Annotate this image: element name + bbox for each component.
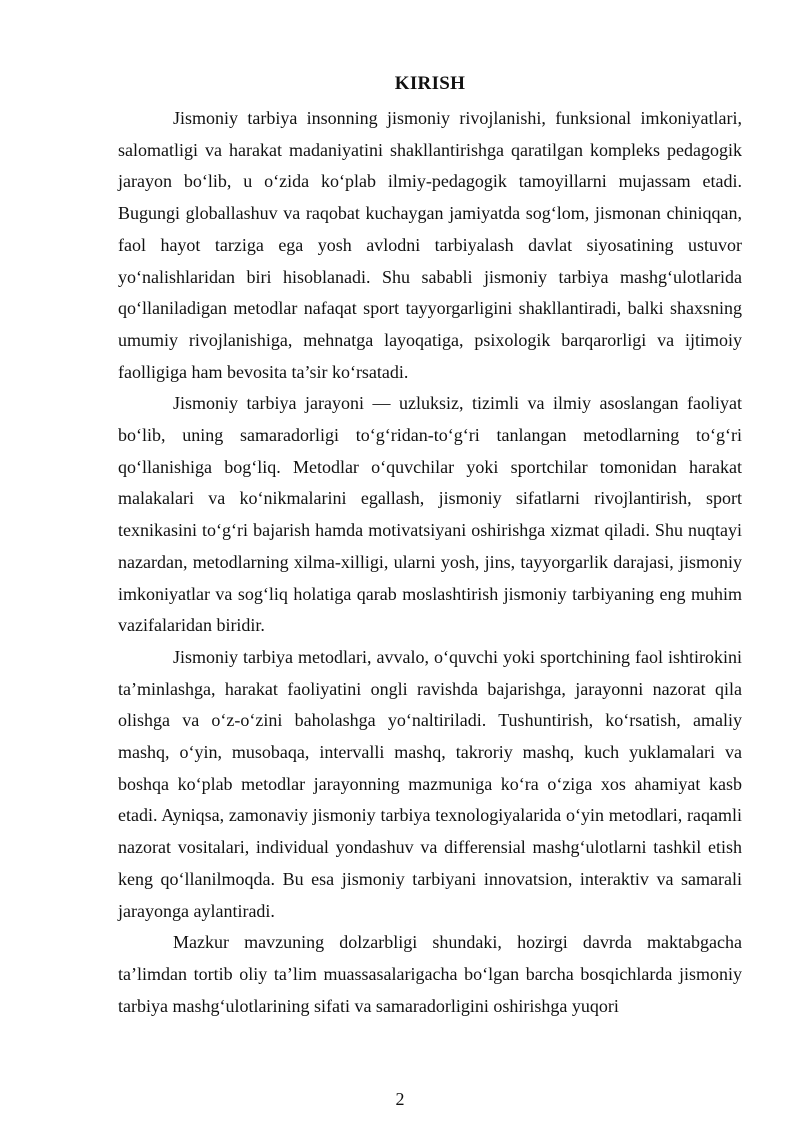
page-number: 2 [395,1089,405,1109]
paragraph-1: Jismoniy tarbiya insonning jismoniy rivojlanishi, funksional imkoniyatlari, salomatligi va harakat madaniyatini shakllantirishga qaratilgan kompleks pedagogik jarayon bo‘lib, u o‘zida ko‘plab ilmiy-pedagogik tamoyillarni mujassam etadi. Bugungi globallashuv va raqobat kuchaygan jamiyatda sog‘lom, jismonan chiniqqan, faol hayot tarziga ega yosh avlodni tarbiyalash davlat siyosatining ustuvor yo‘nalishlaridan biri hisoblanadi. Shu sababli jismoniy tarbiya mashg‘ulotlarida qo‘llaniladigan metodlar nafaqat sport tayyorgarligini shakllantiradi, balki shaxsning umumiy rivojlanishiga, mehnatga layoqatiga, psixologik barqarorligi va ijtimoiy faolligiga ham bevosita ta’sir ko‘rsatadi. [118,108,742,382]
page-content [118,72,742,1022]
paragraph-2: Jismoniy tarbiya jarayoni — uzluksiz, tizimli va ilmiy asoslangan faoliyat bo‘lib, uning samaradorligi to‘g‘ridan-to‘g‘ri tanlangan metodlarning to‘g‘ri qo‘llanishiga bog‘liq. Metodlar o‘quvchilar yoki sportchilar tomonidan harakat malakalari va ko‘nikmalarini egallash, jismoniy sifatlarni rivojlantirish, sport texnikasini to‘g‘ri bajarish hamda motivatsiyani oshirishga xizmat qiladi. Shu nuqtayi nazardan, metodlarning xilma-xilligi, ularni yosh, jins, tayyorgarlik darajasi, jismoniy imkoniyatlar va sog‘liq holatiga qarab moslashtirish jismoniy tarbiyaning eng muhim vazifalaridan biridir. [118,393,742,636]
section-heading: KIRISH [394,73,466,94]
paragraph-4: Mazkur mavzuning dolzarbligi shundaki, hozirgi davrda maktabgacha ta’limdan tortib oliy ta’lim muassasalarigacha bo‘lgan barcha bosqichlarda jismoniy tarbiya mashg‘ulotlarining sifati va samaradorligini oshirishga yuqori [118,932,742,1016]
paragraph-3: Jismoniy tarbiya metodlari, avvalo, o‘quvchi yoki sportchining faol ishtirokini ta’minlashga, harakat faoliyatini ongli ravishda bajarishga, jarayonni nazorat qila olishga va o‘z-o‘zini baholashga yo‘naltiriladi. Tushuntirish, ko‘rsatish, amaliy mashq, o‘yin, musobaqa, intervalli mashq, takroriy mashq, kuch yuklamalari va boshqa ko‘plab metodlar jarayonning mazmuniga ko‘ra o‘ziga xos ahamiyat kasb etadi. Ayniqsa, zamonaviy jismoniy tarbiya texnologiyalarida o‘yin metodlari, raqamli nazorat vositalari, individual yondashuv va differensial mashg‘ulotlarni tashkil etish keng qo‘llanilmoqda. Bu esa jismoniy tarbiyani innovatsion, interaktiv va samarali jarayonga aylantiradi. [118,646,742,921]
